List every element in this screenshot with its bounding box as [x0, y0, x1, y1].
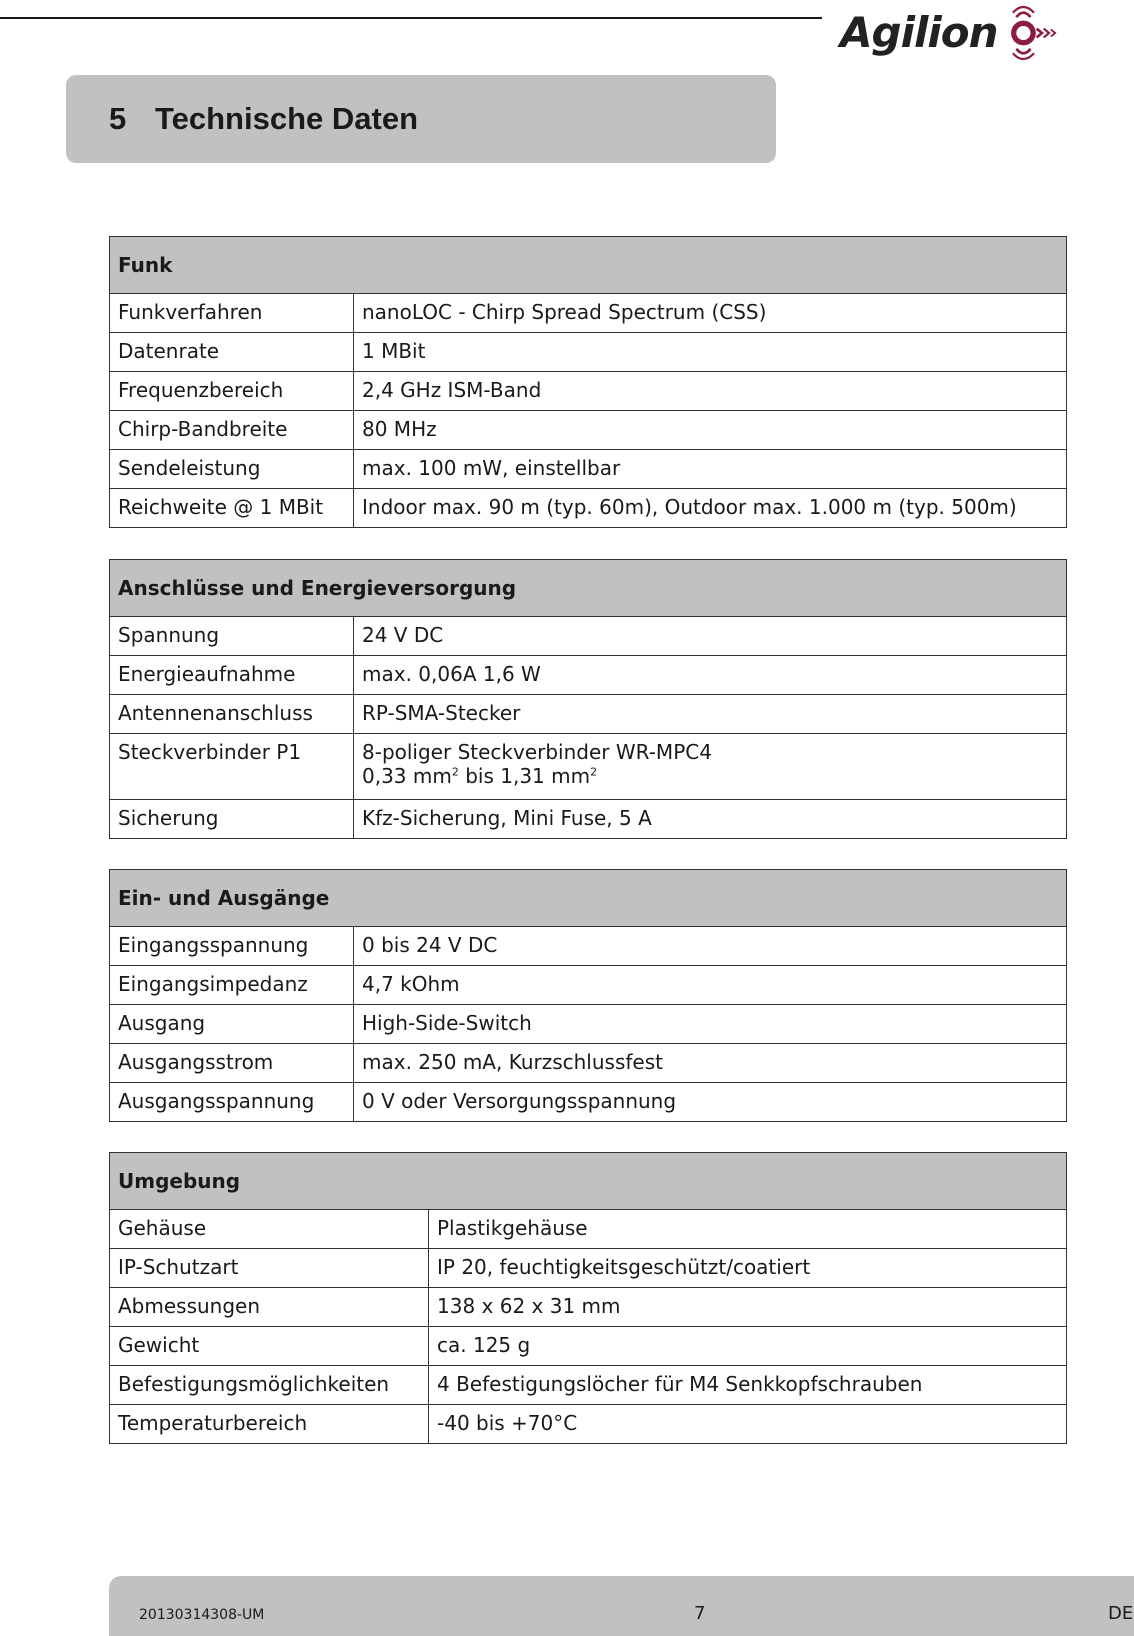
- footer-doc-id: 20130314308-UM: [139, 1607, 265, 1623]
- table-row: [110, 1005, 1067, 1044]
- line2-sup-a: 2: [451, 765, 459, 779]
- row-label: Chirp-Bandbreite: [110, 411, 354, 450]
- row-value: nanoLOC - Chirp Spread Spectrum (CSS): [354, 294, 1067, 333]
- footer-page-number: 7: [694, 1603, 706, 1624]
- table-row: [110, 333, 1067, 372]
- table-row: [110, 372, 1067, 411]
- row-label: Temperaturbereich: [110, 1405, 429, 1444]
- row-value: Plastikgehäuse: [429, 1210, 1067, 1249]
- table-row: [110, 966, 1067, 1005]
- spec-table-funk: [109, 236, 1067, 528]
- row-value: IP 20, feuchtigkeitsgeschützt/coatiert: [429, 1249, 1067, 1288]
- row-value: ca. 125 g: [429, 1327, 1067, 1366]
- table-heading: Ein- und Ausgänge: [110, 870, 1067, 927]
- table-row: [110, 411, 1067, 450]
- row-value-line1: 8-poliger Steckverbinder WR-MPC4: [362, 740, 712, 764]
- table-heading: Funk: [110, 237, 1067, 294]
- row-value: 1 MBit: [354, 333, 1067, 372]
- row-label: Ausgangsspannung: [110, 1083, 354, 1122]
- row-value: 138 x 62 x 31 mm: [429, 1288, 1067, 1327]
- row-label: Eingangsspannung: [110, 927, 354, 966]
- row-value: RP-SMA-Stecker: [354, 695, 1067, 734]
- row-label: Funkverfahren: [110, 294, 354, 333]
- row-label: Antennenanschluss: [110, 695, 354, 734]
- row-label: Energieaufnahme: [110, 656, 354, 695]
- row-label: Spannung: [110, 617, 354, 656]
- table-row: [110, 450, 1067, 489]
- row-value: 4 Befestigungslöcher für M4 Senkkopfschrauben: [429, 1366, 1067, 1405]
- table-row: [110, 1083, 1067, 1122]
- row-label: Abmessungen: [110, 1288, 429, 1327]
- table-row: [110, 1249, 1067, 1288]
- spec-table-ein-ausgaenge: [109, 869, 1067, 1122]
- row-value: 0 V oder Versorgungsspannung: [354, 1083, 1067, 1122]
- row-label: Sendeleistung: [110, 450, 354, 489]
- logo-text: Agilion: [840, 8, 998, 57]
- agilion-signal-icon: [1004, 1, 1060, 65]
- table-row: [110, 656, 1067, 695]
- row-label: Gehäuse: [110, 1210, 429, 1249]
- row-label: Steckverbinder P1: [110, 734, 354, 800]
- row-label: Ausgangsstrom: [110, 1044, 354, 1083]
- table-row: [110, 1210, 1067, 1249]
- spec-table-umgebung: [109, 1152, 1067, 1444]
- footer-language: DE: [1108, 1603, 1134, 1624]
- line2-sup-b: 2: [590, 765, 598, 779]
- row-value: 2,4 GHz ISM-Band: [354, 372, 1067, 411]
- table-row: [110, 1405, 1067, 1444]
- row-value: High-Side-Switch: [354, 1005, 1067, 1044]
- table-row: [110, 294, 1067, 333]
- row-value-multiline: [354, 734, 1067, 800]
- line2-part-a: 0,33 mm: [362, 764, 452, 788]
- table-row: [110, 1044, 1067, 1083]
- table-heading: Umgebung: [110, 1153, 1067, 1210]
- table-row: [110, 800, 1067, 839]
- row-label: Gewicht: [110, 1327, 429, 1366]
- section-title: Technische Daten: [155, 101, 419, 136]
- table-row: [110, 1366, 1067, 1405]
- table-row: [110, 1327, 1067, 1366]
- row-value: 0 bis 24 V DC: [354, 927, 1067, 966]
- header-rule: [0, 17, 822, 19]
- table-row: [110, 1288, 1067, 1327]
- row-value: 24 V DC: [354, 617, 1067, 656]
- spec-table-anschluesse: [109, 559, 1067, 839]
- row-value: -40 bis +70°C: [429, 1405, 1067, 1444]
- table-row: [110, 695, 1067, 734]
- table-row: [110, 734, 1067, 800]
- row-label: Sicherung: [110, 800, 354, 839]
- table-row: [110, 927, 1067, 966]
- row-value: 80 MHz: [354, 411, 1067, 450]
- row-label: Frequenzbereich: [110, 372, 354, 411]
- row-label: Reichweite @ 1 MBit: [110, 489, 354, 528]
- table-heading: Anschlüsse und Energieversorgung: [110, 560, 1067, 617]
- section-heading: [66, 75, 776, 163]
- row-label: Befestigungsmöglichkeiten: [110, 1366, 429, 1405]
- row-value: Kfz-Sicherung, Mini Fuse, 5 A: [354, 800, 1067, 839]
- row-label: Eingangsimpedanz: [110, 966, 354, 1005]
- row-value: Indoor max. 90 m (typ. 60m), Outdoor max. 1.000 m (typ. 500m): [354, 489, 1067, 528]
- row-label: IP-Schutzart: [110, 1249, 429, 1288]
- row-value: max. 250 mA, Kurzschlussfest: [354, 1044, 1067, 1083]
- section-number: 5: [109, 101, 127, 136]
- row-value-line2: [362, 764, 1058, 788]
- row-label: Ausgang: [110, 1005, 354, 1044]
- table-row: [110, 489, 1067, 528]
- line2-part-b: bis 1,31 mm: [458, 764, 591, 788]
- footer-bar: [109, 1576, 1134, 1636]
- row-value: max. 0,06A 1,6 W: [354, 656, 1067, 695]
- row-label: Datenrate: [110, 333, 354, 372]
- table-row: [110, 617, 1067, 656]
- agilion-logo: [840, 0, 1060, 66]
- row-value: max. 100 mW, einstellbar: [354, 450, 1067, 489]
- row-value: 4,7 kOhm: [354, 966, 1067, 1005]
